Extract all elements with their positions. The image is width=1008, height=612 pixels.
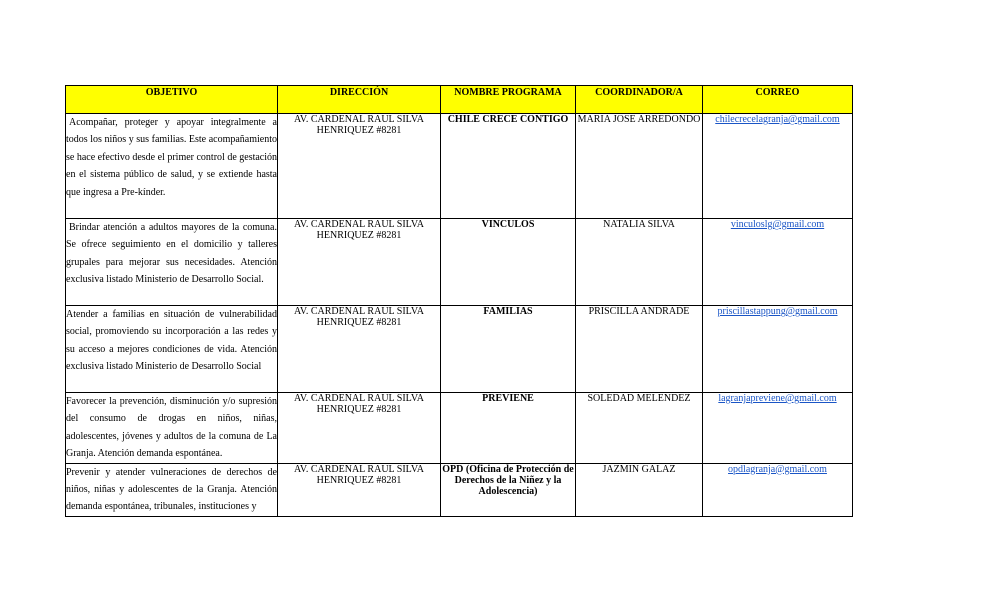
programs-table [65, 85, 853, 517]
header-correo: CORREO [703, 86, 853, 114]
correo-cell [703, 114, 853, 219]
coordinador-cell: MARIA JOSE ARREDONDO [576, 114, 703, 219]
coordinador-cell: SOLEDAD MELENDEZ [576, 393, 703, 464]
objetivo-cell: Atender a familias en situación de vulnerabilidad social, promoviendo su incorporación a las redes y su acceso a mejores condiciones de vida. Atención exclusiva listado Ministerio de Desarrollo Social [66, 306, 278, 393]
programa-cell: PREVIENE [441, 393, 576, 464]
direccion-cell: AV. CARDENAL RAUL SILVA HENRIQUEZ #8281 [278, 463, 441, 516]
programa-cell: FAMILIAS [441, 306, 576, 393]
header-coordinador: COORDINADOR/A [576, 86, 703, 114]
header-programa: NOMBRE PROGRAMA [441, 86, 576, 114]
table-row [66, 463, 853, 516]
coordinador-cell: JAZMIN GALAZ [576, 463, 703, 516]
table-row [66, 114, 853, 219]
email-link[interactable]: priscillastappung@gmail.com [717, 306, 838, 317]
header-direccion: DIRECCIÓN [278, 86, 441, 114]
direccion-cell: AV. CARDENAL RAUL SILVA HENRIQUEZ #8281 [278, 306, 441, 393]
objetivo-text: Prevenir y atender vulneraciones de derechos de niños, niñas y adolescentes de la Granja. Atención demanda espontánea, tribunales, instituciones y [66, 466, 277, 513]
email-link[interactable]: opdlagranja@gmail.com [728, 463, 827, 475]
objetivo-cell [66, 114, 278, 219]
table-row [66, 306, 853, 393]
direccion-cell: AV. CARDENAL RAUL SILVA HENRIQUEZ #8281 [278, 114, 441, 219]
direccion-cell: AV. CARDENAL RAUL SILVA HENRIQUEZ #8281 [278, 393, 441, 464]
objetivo-cell: Favorecer la prevención, disminución y/o supresión del consumo de drogas en niños, niñas, adolescentes, jóvenes y adultos de la comuna de La Granja. Atención demanda espontánea. [66, 393, 278, 464]
correo-cell [703, 393, 853, 464]
objetivo-cell [66, 463, 278, 516]
objetivo-text: Brindar atención a adultos mayores de la comuna. Se ofrece seguimiento en el domicilio y talleres grupales para mejorar sus necesidades. Atención exclusiva listado Ministerio de Desarrollo Social. [66, 222, 277, 286]
programa-cell: OPD (Oficina de Protección de Derechos de la Niñez y la Adolescencia) [441, 463, 576, 516]
coordinador-cell: PRISCILLA ANDRADE [576, 306, 703, 393]
email-link[interactable]: lagranjapreviene@gmail.com [718, 393, 837, 404]
table-header-row [66, 86, 853, 114]
programa-cell: CHILE CRECE CONTIGO [441, 114, 576, 219]
email-link[interactable]: vinculoslg@gmail.com [730, 219, 825, 230]
objetivo-text: Acompañar, proteger y apoyar integralmente a todos los niños y sus familias. Este acompañamiento se hace efectivo desde el primer control de gestación en el sistema público de salud, y se extiende hasta que ingresa a Pre-kínder. [66, 117, 278, 198]
table-row [66, 219, 853, 306]
objetivo-cell [66, 219, 278, 306]
direccion-cell: AV. CARDENAL RAUL SILVA HENRIQUEZ #8281 [278, 219, 441, 306]
programa-cell: VINCULOS [441, 219, 576, 306]
correo-cell [703, 463, 853, 516]
coordinador-cell: NATALIA SILVA [576, 219, 703, 306]
email-link[interactable]: chilecrecelagranja@gmail.com [715, 114, 840, 125]
correo-cell [703, 306, 853, 393]
table-row [66, 393, 853, 464]
header-objetivo: OBJETIVO [66, 86, 278, 114]
correo-cell [703, 219, 853, 306]
